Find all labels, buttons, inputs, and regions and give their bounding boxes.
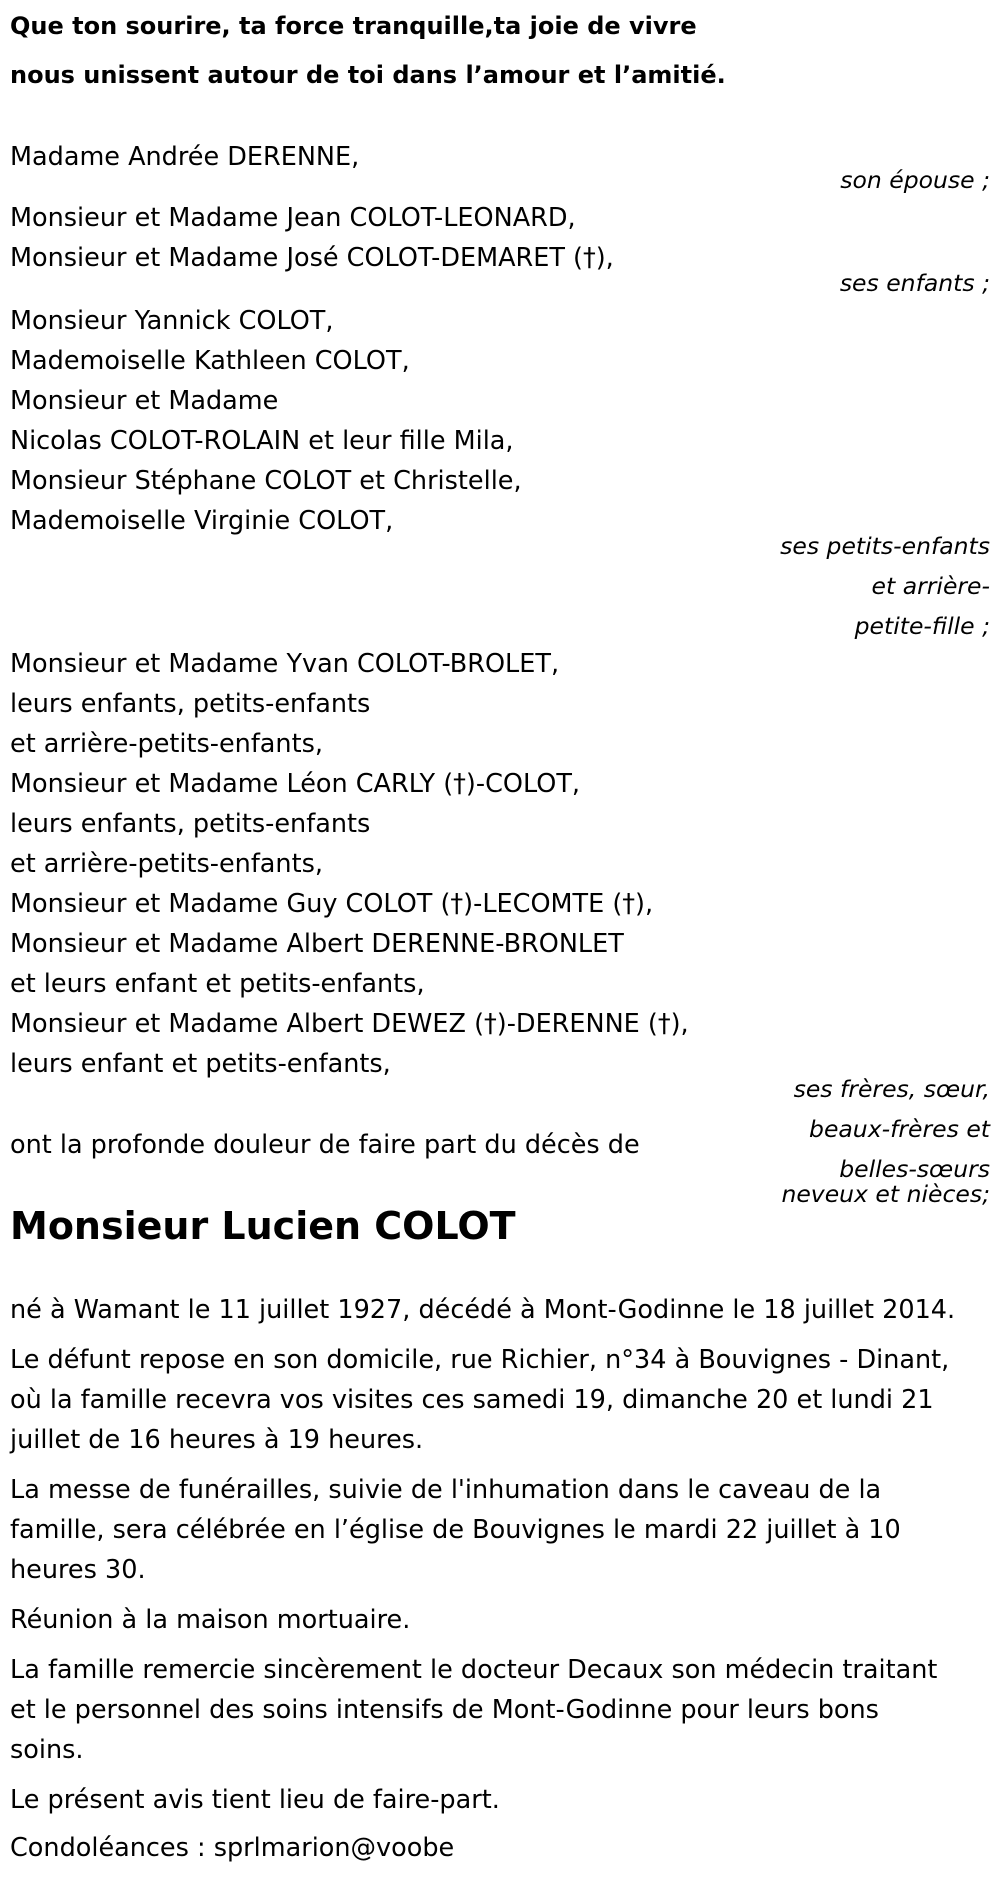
family-line: Monsieur et Madame [10,386,279,416]
role-label: belles-sœurs [839,1155,990,1183]
family-line: leurs enfants, petits-enfants [10,809,371,839]
detail-line: La messe de funérailles, suivie de l'inhumation dans le caveau de la [10,1475,882,1505]
role-label: beaux-frères et [809,1115,990,1143]
family-line: Monsieur et Madame Jean COLOT-LEONARD, [10,203,576,233]
family-line: Monsieur et Madame Guy COLOT (†)-LECOMTE (†), [10,889,654,919]
detail-line: et le personnel des soins intensifs de Mont-Godinne pour leurs bons [10,1695,879,1725]
family-line: Monsieur et Madame Albert DEWEZ (†)-DERENNE (†), [10,1009,689,1039]
detail-line: Le défunt repose en son domicile, rue Richier, n°34 à Bouvignes - Dinant, [10,1345,950,1375]
family-line: leurs enfants, petits-enfants [10,689,371,719]
detail-line: né à Wamant le 11 juillet 1927, décédé à Mont-Godinne le 18 juillet 2014. [10,1295,956,1325]
detail-line: Le présent avis tient lieu de faire-part. [10,1785,500,1815]
epigraph-line: nous unissent autour de toi dans l’amour et l’amitié. [10,61,726,89]
role-label: ses frères, sœur, [793,1075,990,1103]
detail-line: Réunion à la maison mortuaire. [10,1605,411,1635]
family-line: Monsieur et Madame Yvan COLOT-BROLET, [10,649,560,679]
family-line: Madame Andrée DERENNE, [10,142,360,172]
family-line: leurs enfant et petits-enfants, [10,1049,391,1079]
family-line: Monsieur Stéphane COLOT et Christelle, [10,466,522,496]
detail-line: soins. [10,1735,84,1765]
condolences-line: Condoléances : sprlmarion@voobe [10,1833,455,1863]
family-line: Nicolas COLOT-ROLAIN et leur fille Mila, [10,426,514,456]
family-line: Monsieur et Madame Léon CARLY (†)-COLOT, [10,769,581,799]
family-line: Mademoiselle Virginie COLOT, [10,506,394,536]
family-line: Monsieur et Madame Albert DERENNE-BRONLET [10,929,624,959]
family-line: et leurs enfant et petits-enfants, [10,969,425,999]
announcement: ont la profonde douleur de faire part du décès de [10,1130,640,1160]
detail-line: heures 30. [10,1555,146,1585]
role-label: ses enfants ; [839,269,990,297]
family-line: Monsieur Yannick COLOT, [10,306,334,336]
role-label: son épouse ; [840,166,990,194]
family-line: et arrière-petits-enfants, [10,729,323,759]
detail-line: La famille remercie sincèrement le docteur Decaux son médecin traitant [10,1655,938,1685]
epigraph-line: Que ton sourire, ta force tranquille,ta joie de vivre [10,12,697,40]
role-label: et arrière- [871,572,990,600]
detail-line: juillet de 16 heures à 19 heures. [10,1425,424,1455]
role-label: neveux et nièces; [781,1180,990,1208]
family-line: Monsieur et Madame José COLOT-DEMARET (†), [10,243,614,273]
family-line: Mademoiselle Kathleen COLOT, [10,346,410,376]
role-label: petite-fille ; [854,612,990,640]
family-line: et arrière-petits-enfants, [10,849,323,879]
role-label: ses petits-enfants [780,532,990,560]
detail-line: famille, sera célébrée en l’église de Bouvignes le mardi 22 juillet à 10 [10,1515,901,1545]
detail-line: où la famille recevra vos visites ces samedi 19, dimanche 20 et lundi 21 [10,1385,934,1415]
deceased-name: Monsieur Lucien COLOT [10,1204,516,1248]
